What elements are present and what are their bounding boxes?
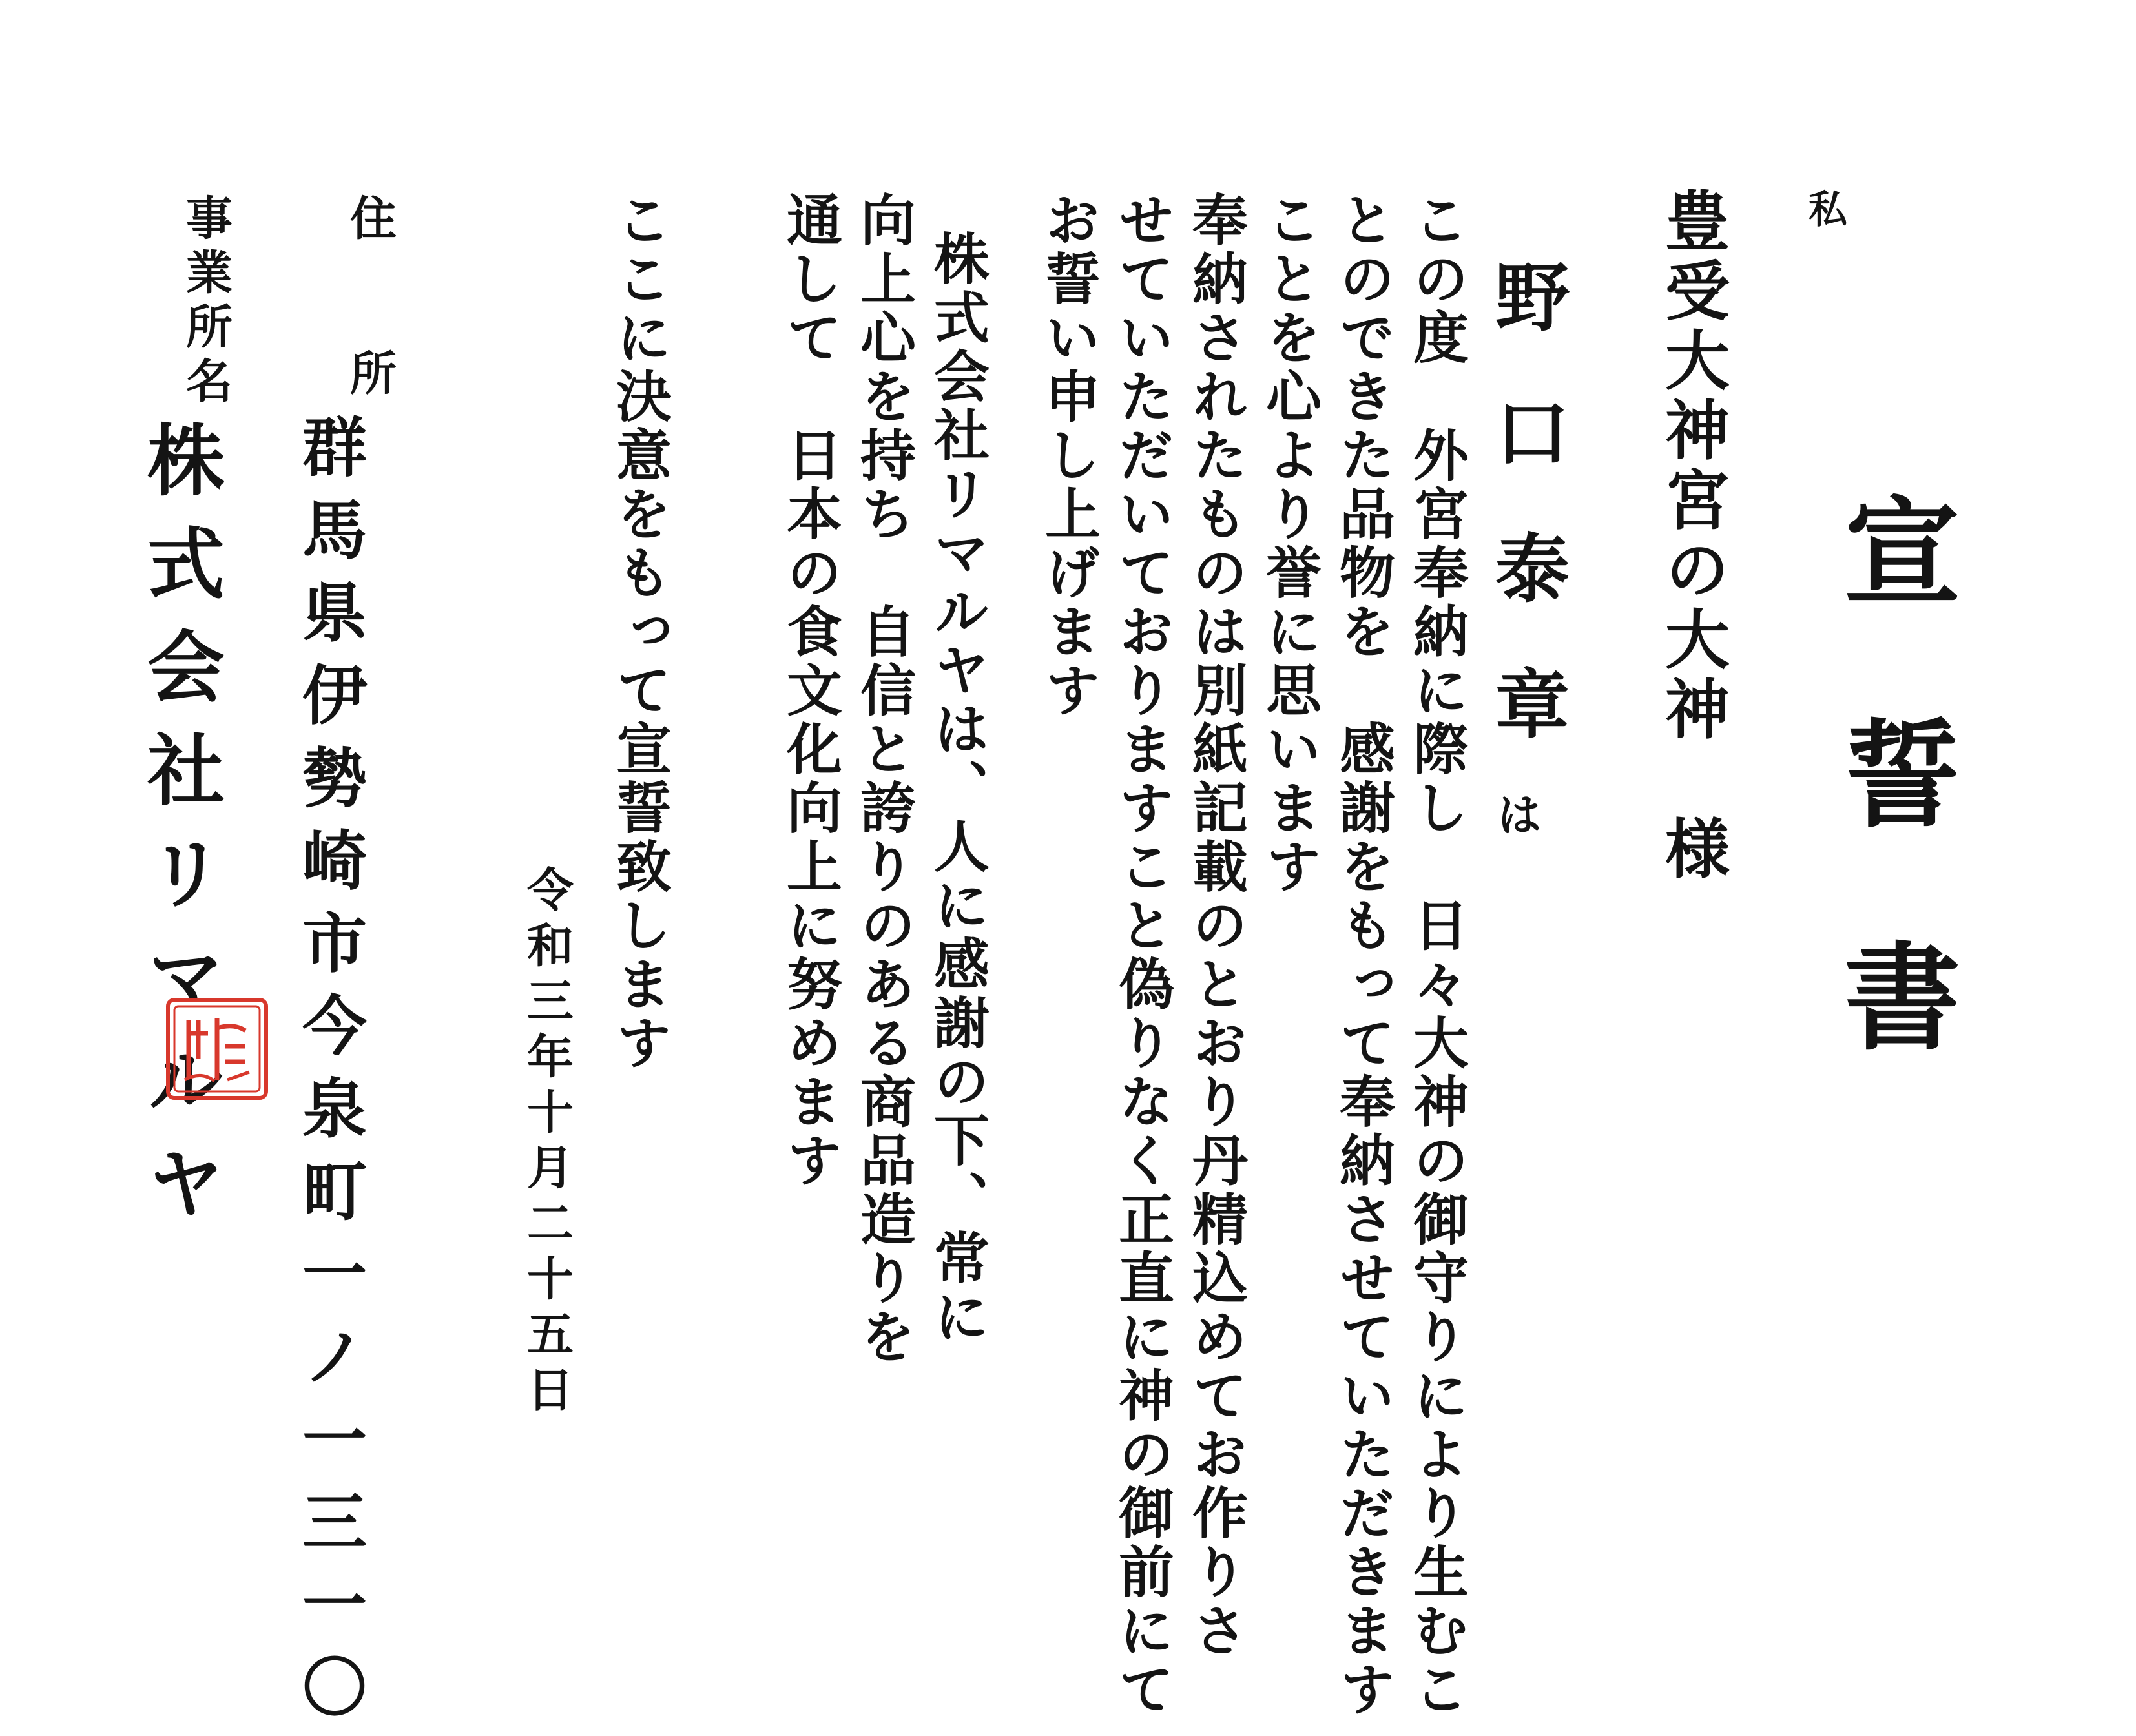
declarant-name: 野口泰章 [1482,258,1570,801]
document-title: 宣誓書 [1825,491,1961,1159]
declarant-suffix: は [1489,791,1543,836]
body-line: 向上心を持ち 自信と誇りのある商品造りを [851,191,916,1367]
declarant-prefix: 私 [1802,189,1847,227]
body-line: ことを心より誉に思います [1256,191,1322,896]
body-line: 株式会社リマルヤは、人に感謝の下、常に [924,230,990,1347]
addressee: 豊受大神宮の大神 様 [1654,187,1730,885]
body-line: せていただいておりますこと偽りなく正直に神の御前にて [1109,191,1174,1719]
address: 群馬県伊勢崎市今泉町一ノ一三一〇 [291,413,368,1736]
body-line: とのできた品物を 感謝をもって奉納させていただきます [1330,191,1395,1719]
document-date: 令和三年十月二十五日 [519,865,574,1421]
body-line: 奉納されたものは別紙記載のとおり丹精込めてお作りさ [1183,191,1248,1660]
body-line: この度 外宮奉納に際し 日々大神の御守りにより生むこ [1404,191,1469,1719]
body-line: お誓い申し上げます [1035,191,1101,720]
address-label: 所 [342,349,397,395]
office-name-label: 事業所名 [178,194,233,411]
body-line: ここに決意をもって宣誓致します [607,191,672,1073]
company-seal-icon [163,995,271,1103]
address-label: 住 [342,194,397,240]
body-line: 通して 日本の食文化向上に努めます [777,191,842,1190]
company-name: 株式会社リマルヤ [134,420,225,1246]
